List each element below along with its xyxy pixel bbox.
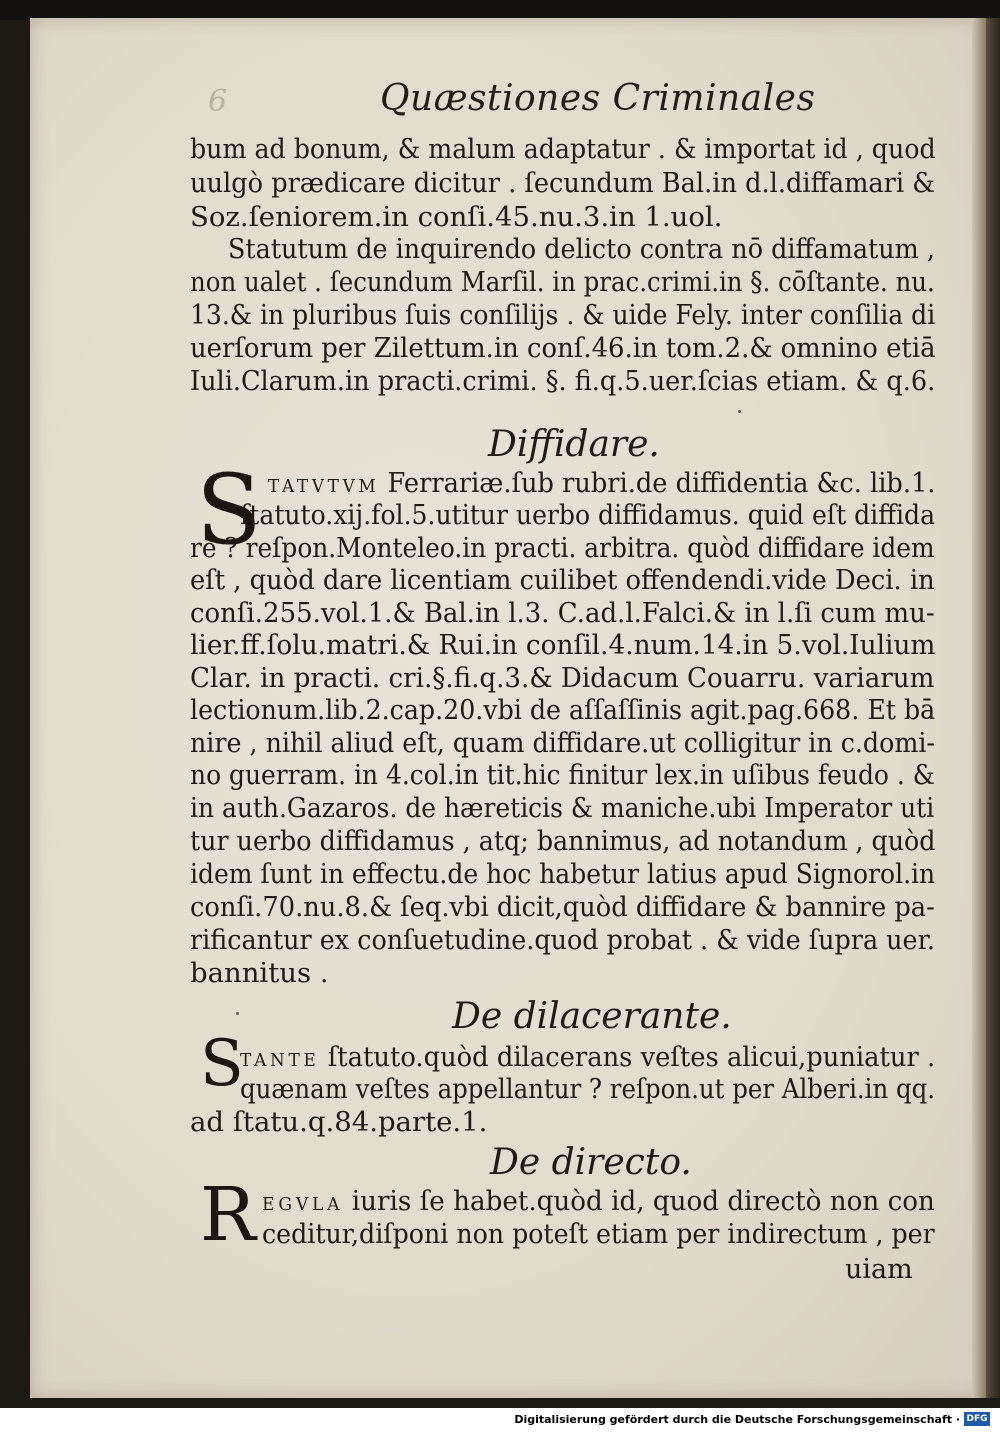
footer-credit: Digitalisierung gefördert durch die Deutsche Forschungsgemeinschaft · [514, 1413, 960, 1426]
text-line: rificantur ex conſuetudine.quod probat . & vide ſupra uer. [190, 924, 936, 956]
text-line: uerſorum per Zilettum.in conſ.46.in tom.2.& omnino etiā [190, 332, 936, 364]
dfg-logo: DFG [964, 1412, 990, 1426]
paper-speck [236, 1012, 239, 1015]
text-line: eſt , quòd dare licentiam cuilibet offendendi.vide Deci. in [190, 564, 935, 596]
page-gutter-shadow [972, 18, 986, 1398]
small-caps-lead: EGVLA [262, 1194, 344, 1215]
faint-page-number-mark: 6 [208, 84, 228, 119]
text-line: Ferrariæ.ſub rubri.de diffidentia &c. lib.1. [387, 467, 936, 499]
page-stack-edge [986, 18, 1000, 1398]
text-line: ad ſtatu.q.84.parte.1. [190, 1106, 488, 1138]
small-caps-lead: TATVTVM [268, 476, 380, 497]
paper-speck [738, 410, 741, 413]
text-line: bum ad bonum, & malum adaptatur . & importat id , quod [190, 133, 936, 165]
section-heading-diffidare: Diffidare. [488, 424, 660, 465]
text-line: Soz.ſeniorem.in conſi.45.nu.3.in 1.uol. [190, 201, 723, 233]
text-line: Iuli.Clarum.in practi.crimi. §. fi.q.5.uer.ſcias etiam. & q.6. [190, 365, 936, 397]
text-line: nire , nihil aliud eſt, quam diffidare.ut colligitur in c.domi- [190, 727, 935, 759]
text-line: ſtatuto.quòd dilacerans veſtes alicui,puniatur . [327, 1041, 936, 1073]
running-head: Quæstiones Criminales [380, 78, 816, 119]
text-line: no guerram. in 4.col.in tit.hic finitur lex.in uſibus feudo . & [190, 759, 935, 791]
drop-cap: S [196, 454, 262, 566]
text-line: ſtatuto.xij.fol.5.utitur uerbo diffidamus. quid eſt diffida [240, 499, 936, 531]
scanner-bezel-top [0, 0, 1000, 20]
drop-cap: S [200, 1027, 244, 1101]
text-line: lier.ff.ſolu.matri.& Rui.in conſil.4.num.14.in 5.vol.Iulium [190, 629, 936, 661]
drop-cap: R [200, 1172, 256, 1258]
text-line: conſi.255.vol.1.& Bal.in l.3. C.ad.l.Falci.& in l.ſi cum mu- [190, 597, 935, 629]
text-line: tur uerbo diffidamus , atq; bannimus, ad notandum , quòd [190, 825, 936, 857]
text-line: non ualet . ſecundum Marſil. in prac.crimi.in §. cōſtante. nu. [190, 266, 935, 298]
small-caps-lead: TANTE [240, 1050, 320, 1071]
text-line: ceditur,diſponi non poteſt etiam per indirectum , per [262, 1218, 935, 1250]
section-heading-de-directo: De directo. [490, 1142, 692, 1183]
text-line: idem ſunt in effectu.de hoc habetur latius apud Signorol.in [190, 858, 936, 890]
text-line: uulgò prædicare dicitur . ſecundum Bal.in d.l.diffamari & [190, 167, 936, 199]
text-line: iuris ſe habet.quòd id, quod directò non con [351, 1185, 935, 1217]
text-line: quænam veſtes appellantur ? reſpon.ut per Alberi.in qq. [240, 1073, 936, 1105]
text-line: in auth.Gazaros. de hæreticis & maniche.ubi Imperator uti [190, 792, 935, 824]
text-line: bannitus . [190, 957, 329, 989]
text-line-lead [240, 1041, 936, 1073]
section-heading-de-dilacerante: De dilacerante. [452, 996, 732, 1037]
text-line: lectionum.lib.2.cap.20.vbi de aſſaſſinis agit.pag.668. Et bā [190, 694, 936, 726]
catchword: uiam [845, 1254, 913, 1285]
text-line: Statutum de inquirendo delicto contra nō diffamatum , [228, 233, 935, 265]
text-line: Clar. in practi. cri.§.fi.q.3.& Didacum Couarru. variarum [190, 662, 935, 694]
text-line: re ? reſpon.Monteleo.in practi. arbitra. quòd diffidare idem [190, 532, 935, 564]
text-line-lead [262, 1185, 935, 1217]
text-line: conſi.70.nu.8.& ſeq.vbi dicit,quòd diffidare & bannire pa- [190, 891, 935, 923]
digitization-footer [0, 1408, 1000, 1432]
text-line: 13.& in pluribus ſuis conſilijs . & uide Fely. inter conſilia di [190, 299, 936, 331]
text-line-lead [268, 467, 936, 499]
